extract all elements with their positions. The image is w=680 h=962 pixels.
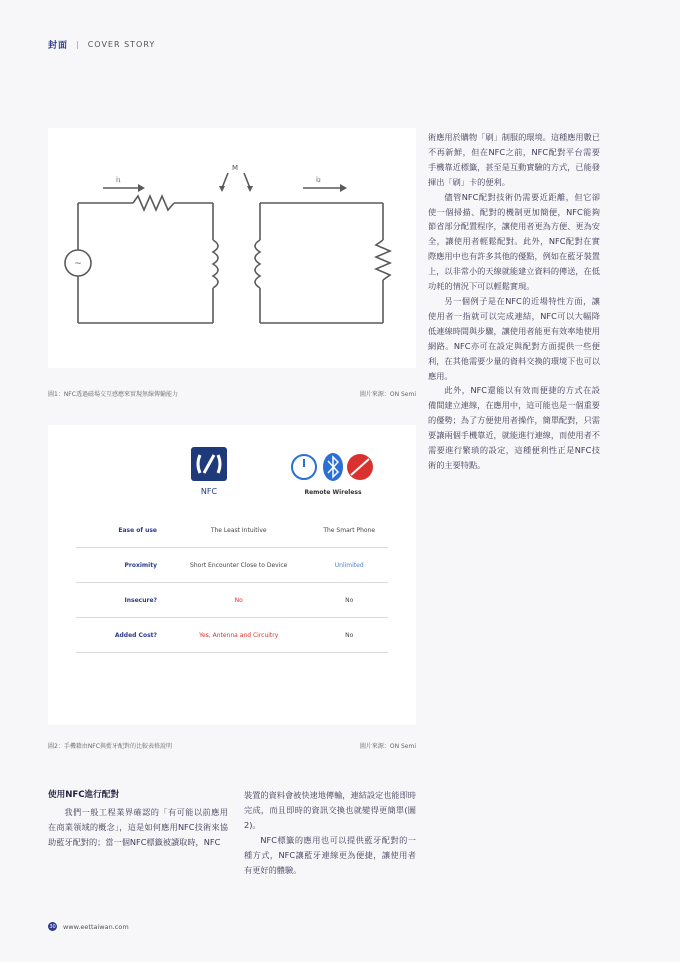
figure-1-circuit <box>48 128 416 368</box>
cell-wireless: Unlimited <box>310 548 388 583</box>
cell-nfc: The Least Intuitive <box>167 513 310 548</box>
paragraph: 此外，NFC還能以有效而便捷的方式在設備間建立連線，在應用中，這可能也是一個重要的優勢；為了方便使用者操作，簡單配對，只需要讓兩個手機靠近，就能進行連線，而使用者不需要進行繁瑣的設定，這種便利性正是NFC技術的主要特點。 <box>428 385 600 470</box>
table-row <box>76 513 388 548</box>
section-heading: 使用NFC進行配對 <box>48 790 119 800</box>
figure-1-credit: 圖片來源：ON Semi <box>359 391 416 398</box>
paragraph: 我們一般工程業界確認的「有可能以前應用在商業領域的概念」，這是如何應用NFC技術來協助藍牙配對的；當一個NFC標籤被讀取時，NFC <box>48 806 228 847</box>
section-title: COVER STORY <box>87 39 156 49</box>
figure-1-caption-text: 圖1：NFC透過磁場交互感應來實現無線傳輸能力 <box>48 391 178 398</box>
paragraph: 術應用於購物「刷」制服的環境。這種應用數已不再新鮮，但在NFC之前，NFC配對平台需要手機靠近標籤，甚至是互動實驗的方式，已能發揮出「刷」卡的便利。 <box>428 132 600 187</box>
middle-column-text <box>244 788 416 877</box>
paragraph: 另一個例子是在NFC的近場特性方面，讓使用者一指就可以完成連結，NFC可以大幅降低連線時間與步驟，讓使用者能更有效率地使用網路。NFC亦可在設定與配對方面提供一些便利，在其他需要少量的資料交換的環境下也可以應用。 <box>428 295 600 381</box>
paragraph: 裝置的資料會被快速地傳輸，連結設定也能即時完成，而且即時的資訊交換也就變得更簡單(圖2)。 <box>244 790 416 830</box>
nfc-logo-icon <box>191 447 227 496</box>
svg-text:NFC: NFC <box>200 487 218 496</box>
source-symbol: ~ <box>74 259 82 269</box>
page-header <box>48 36 155 52</box>
footer-url[interactable]: www.eettaiwan.com <box>63 922 129 931</box>
current-i2-label: i₂ <box>316 176 321 184</box>
right-column-text <box>428 130 600 473</box>
figure-2-caption <box>48 741 416 750</box>
cell-nfc: No <box>167 583 310 618</box>
figure-2-credit: 圖片來源：ON Semi <box>359 743 416 750</box>
row-header: Insecure? <box>76 583 167 618</box>
wireless-label: Remote Wireless <box>304 489 362 496</box>
wireless-icon <box>347 454 373 480</box>
header-separator: | <box>76 39 80 49</box>
cell-wireless: No <box>310 583 388 618</box>
left-column-text <box>48 788 228 850</box>
figure-2-caption-text: 圖2：手機藉由NFC與藍牙配對的比較表格說明 <box>48 743 172 750</box>
mutual-inductance-label: M <box>232 164 239 172</box>
row-header: Proximity <box>76 548 167 583</box>
figure-2-logos <box>48 425 416 505</box>
bluetooth-icon <box>323 453 343 481</box>
table-row <box>76 583 388 618</box>
page-number: 30 <box>49 923 56 930</box>
circuit-diagram <box>48 128 416 368</box>
cell-wireless: No <box>310 618 388 653</box>
cell-nfc: Yes, Antenna and Circuitry <box>167 618 310 653</box>
figure-2-comparison <box>48 425 416 725</box>
paragraph: 儘管NFC配對技術仍需要近距離，但它卻使一個掃描、配對的機制更加簡便，NFC能夠節省部分配置程序，讓使用者更為方便、更為安全，讓使用者輕鬆配對。此外，NFC配對在實際應用中也有許多其他的優點，例如在藍牙裝置上，以非常小的天線就能建立資料的傳送，在低功耗的情況下可以輕鬆實現。 <box>428 191 600 292</box>
cell-nfc: Short Encounter Close to Device <box>167 548 310 583</box>
current-i1-label: i₁ <box>116 176 121 184</box>
cell-wireless: The Smart Phone <box>310 513 388 548</box>
magazine-brand: 封面 <box>48 40 69 51</box>
page-footer <box>48 922 129 931</box>
power-icon <box>292 455 316 479</box>
table-row <box>76 548 388 583</box>
row-header: Added Cost? <box>76 618 167 653</box>
paragraph: NFC標籤的應用也可以提供藍牙配對的一種方式，NFC讓藍牙連線更為便捷，讓使用者有更好的體驗。 <box>244 834 416 875</box>
comparison-table <box>76 513 388 653</box>
figure-1-caption <box>48 389 416 398</box>
row-header: Ease of use <box>76 513 167 548</box>
table-row <box>76 618 388 653</box>
